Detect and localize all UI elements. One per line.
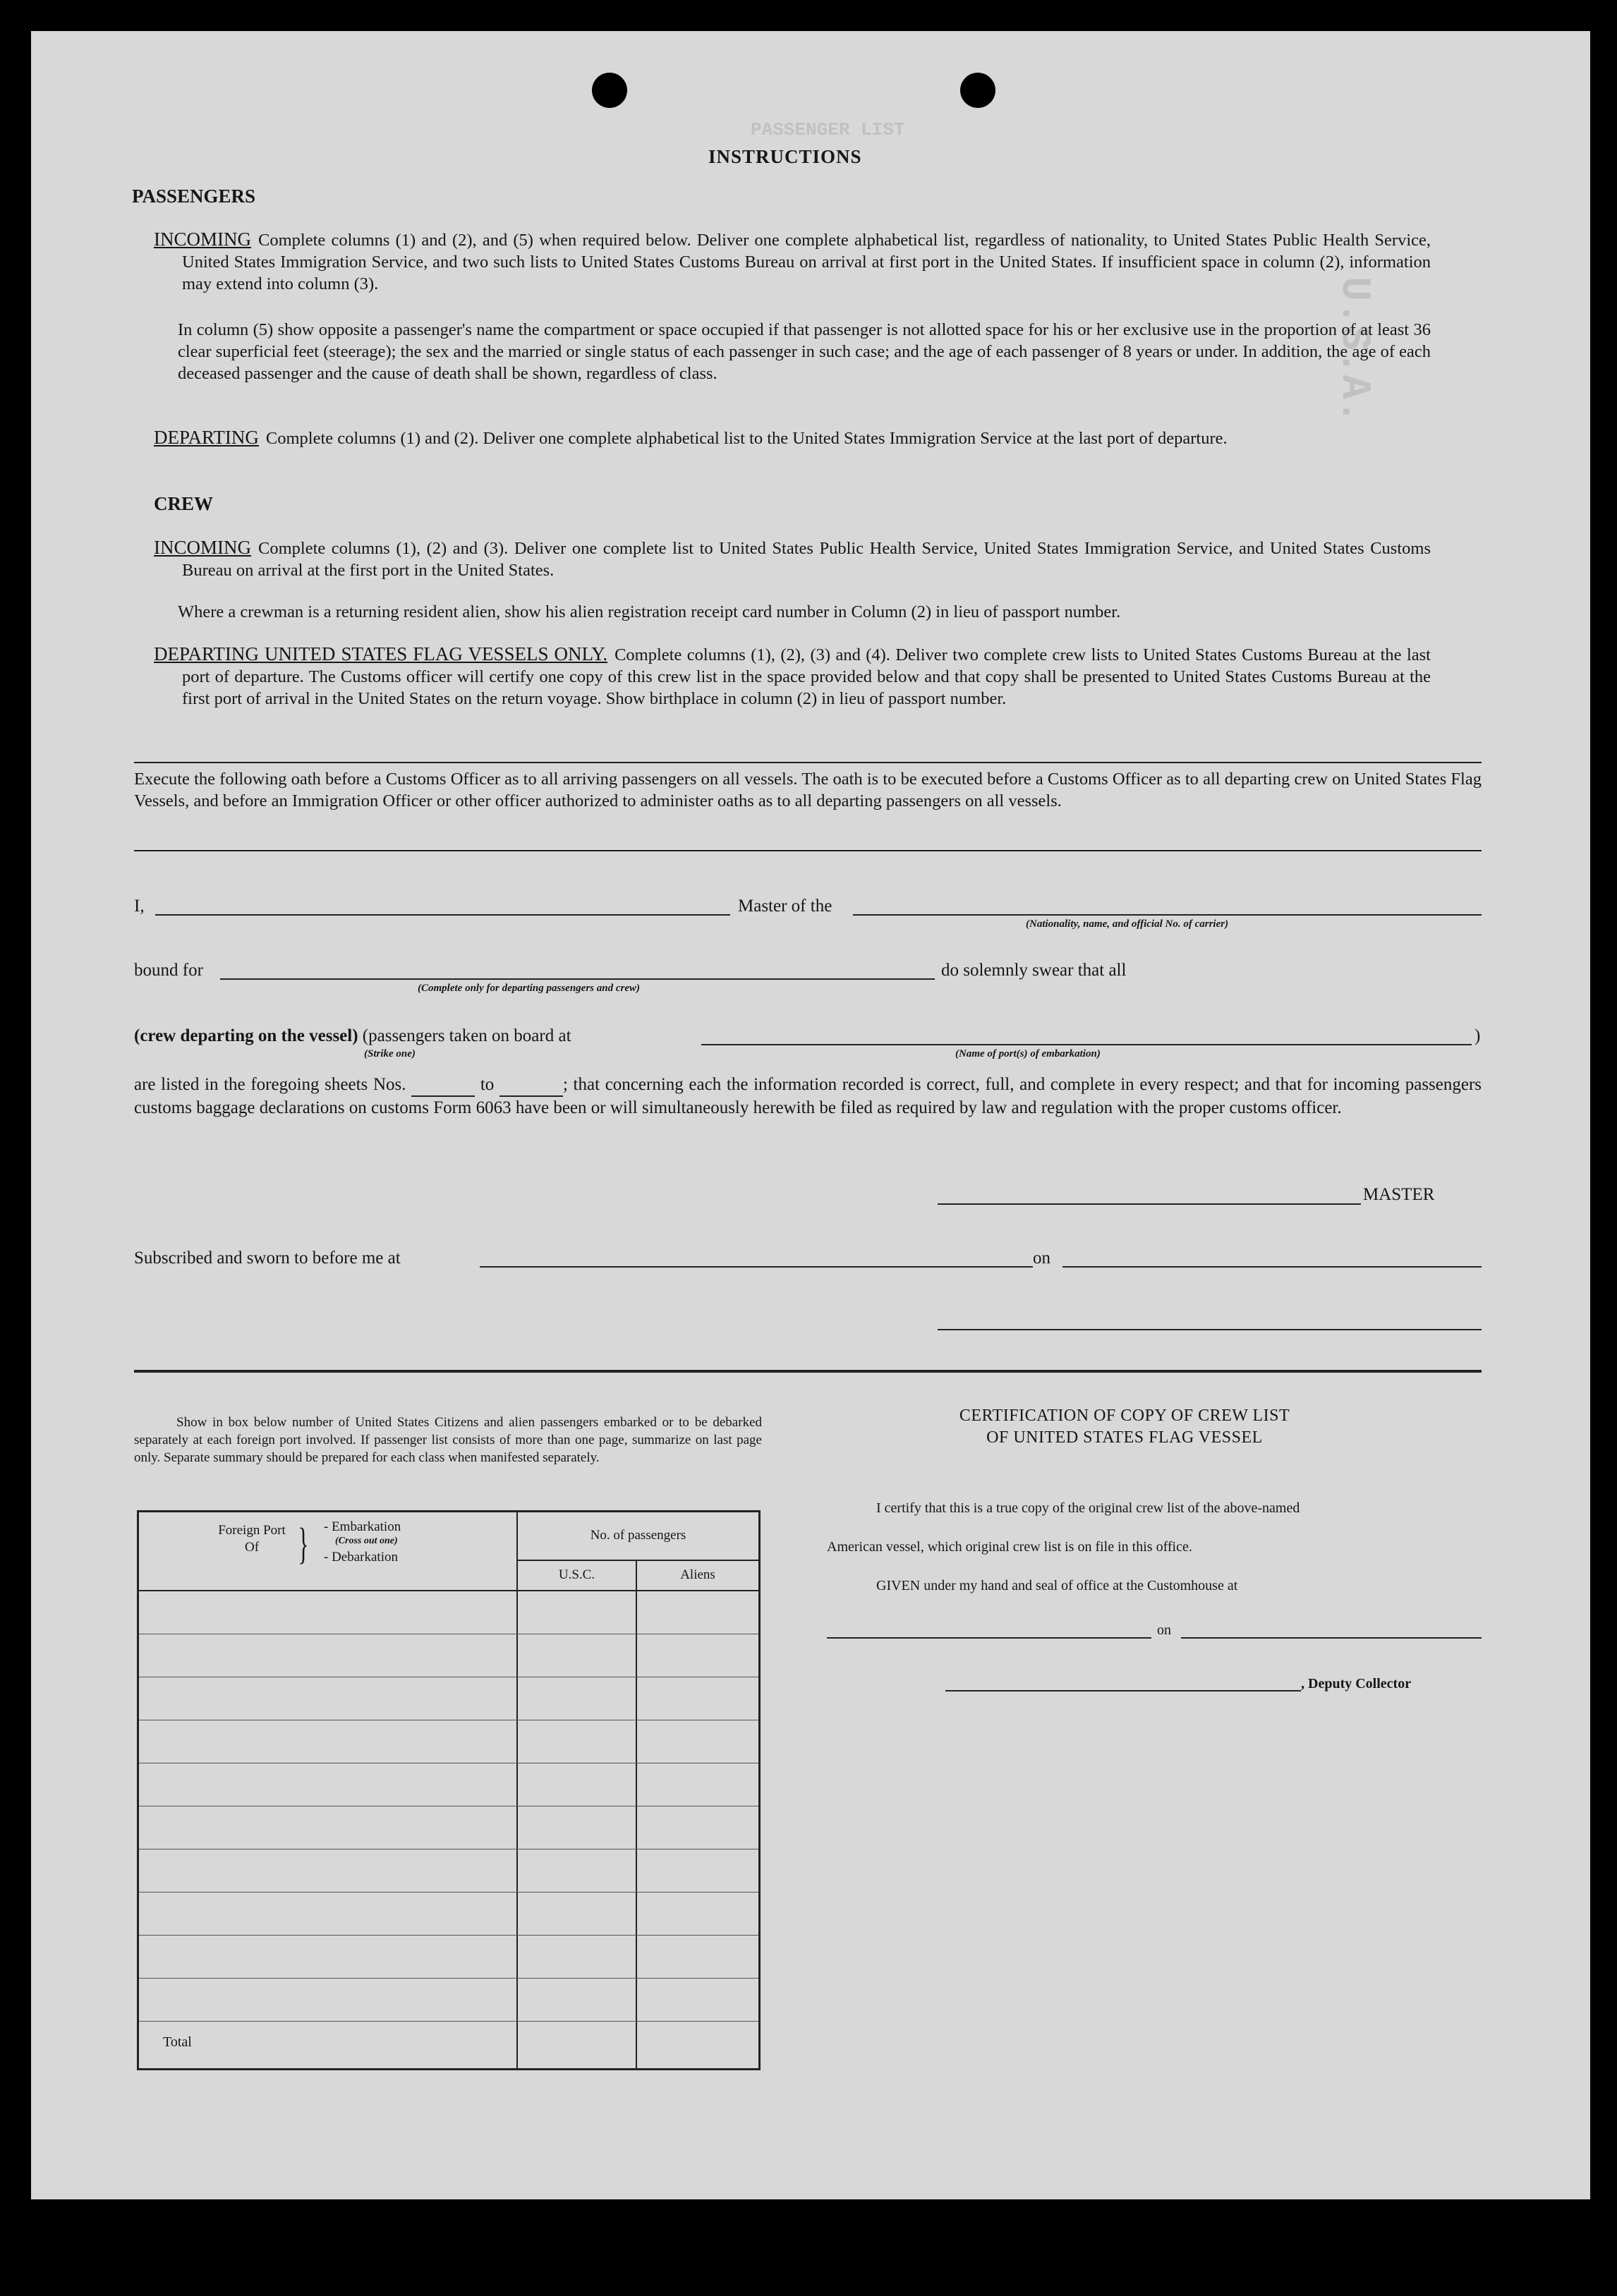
embarkation-label: - Embarkation xyxy=(324,1519,401,1534)
certification-heading-2: OF UNITED STATES FLAG VESSEL xyxy=(986,1428,1263,1447)
header-subdivider xyxy=(516,1560,758,1561)
header-divider xyxy=(139,1590,758,1591)
crew-departing-text: (crew departing on the vessel) xyxy=(134,1026,358,1045)
punch-hole-left xyxy=(592,73,627,108)
master-label: MASTER xyxy=(1363,1185,1435,1204)
nationality-note: (Nationality, name, and official No. of carrier) xyxy=(1026,918,1229,930)
carrier-field[interactable] xyxy=(853,914,1482,916)
subscribed-date-field[interactable] xyxy=(1062,1266,1482,1268)
passengers-incoming-paragraph xyxy=(154,229,1431,295)
certification-on-label: on xyxy=(1157,1622,1171,1638)
master-of-label: Master of the xyxy=(738,897,832,916)
no-of-passengers-header: No. of passengers xyxy=(590,1528,686,1543)
deputy-collector-field[interactable] xyxy=(945,1690,1301,1691)
listed-a-text: are listed in the foregoing sheets Nos. xyxy=(134,1075,406,1094)
aliens-header: Aliens xyxy=(680,1567,715,1582)
listed-b-text: ; that concerning each the information recorded is correct, full, and complete in every respect; and that for incoming passengers customs baggage declarations on customs Form 6063 have been or will simultaneously herewith be filed as required by law and regulation with the proper customs officer. xyxy=(134,1075,1482,1117)
usc-header: U.S.C. xyxy=(558,1567,595,1582)
certification-text-1: I certify that this is a true copy of the original crew list of the above-named xyxy=(876,1500,1300,1516)
passengers-incoming-label: INCOMING xyxy=(154,229,251,250)
certification-given: GIVEN under my hand and seal of office at the Customhouse at xyxy=(876,1578,1238,1593)
swear-text: do solemnly swear that all xyxy=(941,961,1127,980)
crew-departing-label: DEPARTING UNITED STATES FLAG VESSELS ONLY. xyxy=(154,643,608,664)
embarkation-port-field[interactable] xyxy=(701,1044,1472,1045)
oath-body xyxy=(134,1074,1482,1119)
passengers-departing-label: DEPARTING xyxy=(154,427,259,448)
officer-signature-field[interactable] xyxy=(938,1329,1482,1330)
master-signature-field[interactable] xyxy=(938,1203,1361,1205)
passengers-departing-text: Complete columns (1) and (2). Deliver one complete alphabetical list to the United States Immigration Service at the last port of departure. xyxy=(265,429,1228,448)
bleed-through-text: PASSENGER LIST xyxy=(751,119,905,140)
crew-departing-option xyxy=(134,1026,571,1046)
column-divider xyxy=(516,1512,518,2068)
column-5-paragraph: In column (5) show opposite a passenger's name the compartment or space occupied if that passenger is not allotted space for his or her exclusive use in the proportion of at least 36 clear superficial feet (steerage); the sex and the married or single status of each passenger in such case; and the age of each passenger of 8 years or under. In addition, the age of each deceased passenger and the cause of death shall be shown, regardless of class. xyxy=(178,320,1431,383)
close-paren: ) xyxy=(1474,1026,1481,1045)
certification-heading-1: CERTIFICATION OF COPY OF CREW LIST xyxy=(959,1407,1290,1425)
table-row-divider xyxy=(139,1978,758,1979)
listed-to-text: to xyxy=(480,1075,495,1094)
crew-incoming-paragraph xyxy=(154,537,1431,581)
column-divider xyxy=(636,1560,637,2068)
crew-incoming-text: Complete columns (1), (2) and (3). Deliver one complete list to United States Public Health Service, United States Immigration Service, and United States Customs Bureau on arrival at the first port in the United States. xyxy=(182,539,1431,580)
sheet-from-field[interactable] xyxy=(411,1074,475,1097)
debarkation-label: - Debarkation xyxy=(324,1550,398,1565)
customhouse-field[interactable] xyxy=(827,1637,1151,1639)
crew-departing-paragraph xyxy=(154,643,1431,710)
sheet-to-field[interactable] xyxy=(499,1074,563,1097)
bound-for-label: bound for xyxy=(134,961,203,980)
certification-text-2: American vessel, which original crew list is on file in this office. xyxy=(827,1539,1192,1555)
deputy-collector-label: , Deputy Collector xyxy=(1301,1676,1412,1691)
bracket-icon: } xyxy=(298,1520,309,1568)
divider xyxy=(134,762,1482,763)
page-title: INSTRUCTIONS xyxy=(708,146,862,167)
bound-for-field[interactable] xyxy=(220,978,935,980)
punch-hole-right xyxy=(960,73,995,108)
summary-table xyxy=(137,1510,761,2070)
table-row-divider xyxy=(139,1935,758,1936)
divider-thick xyxy=(134,1370,1482,1373)
crew-incoming-label: INCOMING xyxy=(154,537,251,558)
crew-departing-text: Complete columns (1), (2), (3) and (4). Deliver two complete crew lists to United States Customs Bureau at the last port of departure. The Customs officer will certify one copy of this crew list in the space provided below and that copy shall be presented to United States Customs Bureau at the first port of arrival in the United States on the return voyage. Show birthplace in column (2) in lieu of passport number. xyxy=(182,645,1431,708)
subscribed-place-field[interactable] xyxy=(480,1266,1033,1268)
passengers-heading: PASSENGERS xyxy=(132,186,256,207)
cross-out-one-note: (Cross out one) xyxy=(335,1536,398,1546)
subscribed-on-label: on xyxy=(1033,1249,1050,1268)
subscribed-label: Subscribed and sworn to before me at xyxy=(134,1249,401,1268)
oath-i-label: I, xyxy=(134,897,145,916)
master-name-field[interactable] xyxy=(155,914,730,916)
summary-note: Show in box below number of United States Citizens and alien passengers embarked or to be debarked separately at each foreign port involved. If passenger list consists of more than one page, summarize on last page only. Separate summary should be prepared for each class when manifested separately. xyxy=(134,1415,762,1465)
total-label: Total xyxy=(163,2034,192,2050)
form-page xyxy=(31,31,1590,2199)
bleed-through-text: U.S.A. xyxy=(1330,277,1376,424)
passengers-departing-paragraph xyxy=(154,427,1431,449)
table-row-divider xyxy=(139,1892,758,1893)
foreign-port-of-label: Foreign Port Of xyxy=(218,1523,286,1555)
passengers-taken-text: (passengers taken on board at xyxy=(362,1026,571,1045)
complete-only-note: (Complete only for departing passengers and crew) xyxy=(418,983,640,994)
name-of-ports-note: (Name of port(s) of embarkation) xyxy=(955,1048,1101,1059)
certification-date-field[interactable] xyxy=(1181,1637,1482,1639)
strike-one-note: (Strike one) xyxy=(364,1048,416,1059)
table-row-divider xyxy=(139,2021,758,2022)
oath-intro: Execute the following oath before a Customs Officer as to all arriving passengers on all vessels. The oath is to be executed before a Customs Officer as to all departing crew on United States Flag Vessels, and before an Immigration Officer or other officer authorized to administer oaths as to all departing passengers on all vessels. xyxy=(134,770,1482,810)
divider xyxy=(134,850,1482,851)
crew-heading: CREW xyxy=(154,493,214,514)
crew-resident-paragraph: Where a crewman is a returning resident alien, show his alien registration receipt card number in Column (2) in lieu of passport number. xyxy=(178,602,1121,621)
passengers-incoming-text: Complete columns (1) and (2), and (5) when required below. Deliver one complete alphabetical list, regardless of nationality, to United States Public Health Service, United States Immigration Service, and two such lists to United States Customs Bureau on arrival at first port in the United States. If insufficient space in column (2), information may extend into column (3). xyxy=(182,231,1431,293)
